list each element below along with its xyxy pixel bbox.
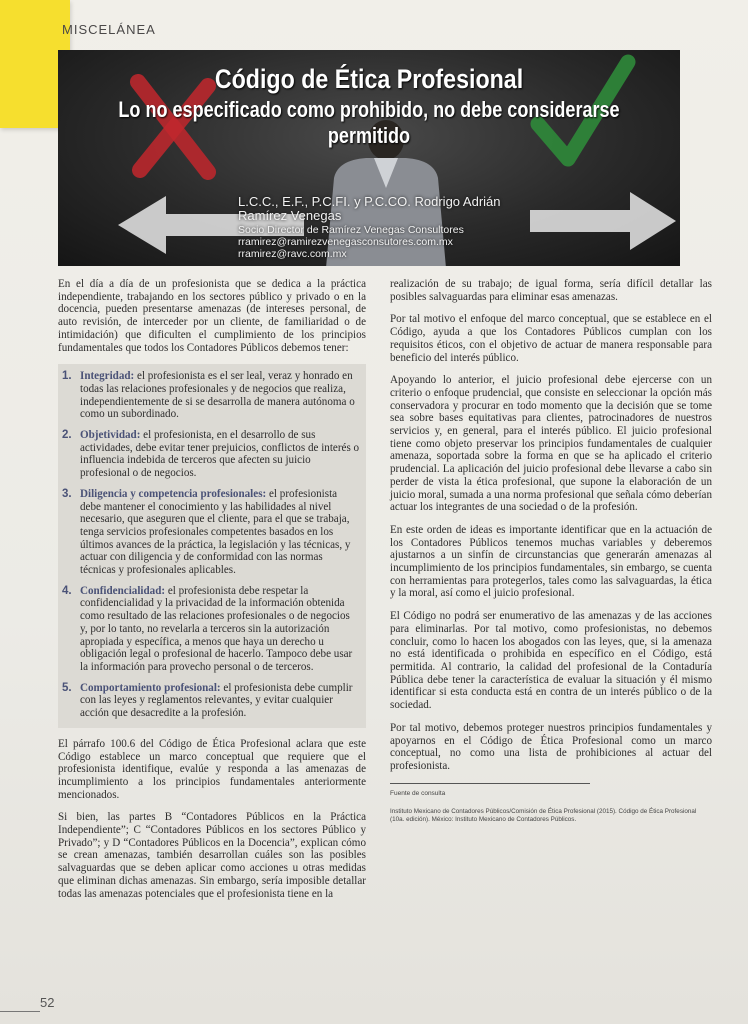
principle-heading: Diligencia y competencia profesionales: [80, 487, 267, 500]
principle-heading: Objetividad: [80, 429, 141, 442]
list-item [62, 682, 360, 720]
principle-text: el profesionista debe respetar la confidencialidad y la privacidad de la información obtenida como resultado de las relaciones profesionales o de negocios y, por lo tanto, no revelarla a terceros sin la autorización apropiada y específica, a menos que haya un derecho u obligación legal o profesional de hacerlo. Tampoco debe usar la información para provecho personal o de terceros. [80, 584, 353, 673]
principle-text: el profesionista es el ser leal, veraz y honrado en todas las relaciones profesionales y de negocios que realiza, independientemente de si se desarrolla de manera autónoma o como un subordinado. [80, 370, 355, 421]
list-item [62, 488, 360, 577]
article-subtitle: Lo no especificado como prohibido, no debe considerarse permitido [118, 97, 620, 148]
page-number: 52 [40, 995, 55, 1010]
author-block [238, 195, 528, 260]
list-number: 4. [62, 584, 72, 597]
body-paragraph: Si bien, las partes B “Contadores Públicos en la Práctica Independiente”; C “Contadores Públicos en los sectores Público y Privado”; y D “Contadores Públicos en la Docencia”, explican cómo se crean amenazas, también desarrollan cuáles son las posibles salvaguardas que se deben aplicar como acciones u otras medidas que eliminan dichas amenazas. Sin embargo, sería imposible detallar todas las amenazas potenciales que el profesionista tiene en la [58, 811, 366, 900]
list-item [62, 429, 360, 480]
list-number: 2. [62, 429, 72, 442]
principle-text: el profesionista debe mantener el conocimiento y las habilidades al nivel necesario, que aseguren que el cliente, para el que se trabaja, tenga servicios profesionales competentes basados en los últimos avances de la práctica, la legislación y las técnicas, y actuar con diligencia y de conformidad con las normas técnicas y profesionales aplicables. [80, 487, 351, 577]
principle-heading: Comportamiento profesional: [80, 681, 221, 694]
list-item [62, 585, 360, 674]
author-name: L.C.C., E.F., P.C.FI. y P.C.CO. Rodrigo Adrián Ramírez Venegas [238, 194, 501, 223]
author-role: Socio Director de Ramírez Venegas Consultores [238, 224, 464, 236]
list-number: 5. [62, 681, 72, 694]
sources-label: Fuente de consulta [390, 783, 590, 801]
left-column [58, 278, 366, 910]
hero-banner [58, 50, 680, 266]
principles-list [58, 364, 366, 728]
body-paragraph: realización de su trabajo; de igual forma, sería difícil detallar las posibles salvaguardas para eliminar esas amenazas. [390, 278, 712, 303]
principle-text: el profesionista, en el desarrollo de sus actividades, debe evitar tener prejuicios, conflictos de interés o influencia indebida de terceros que afecten su juicio profesional o de negocios. [80, 429, 360, 480]
author-email-1: rramirez@ramirezvenegasconsutores.com.mx [238, 236, 453, 248]
right-column [390, 278, 712, 824]
intro-paragraph: En el día a día de un profesionista que se dedica a la práctica independiente, trabajando en los sectores público y privado o en la docencia, pueden presentarse amenazas (de intereses personal, de auto revisión, de interceder por un cliente, de familiaridad o de intimidación) que dificulten el cumplimiento de los principios fundamentales que todos los Contadores Públicos debemos tener: [58, 278, 366, 354]
body-paragraph: El Código no podrá ser enumerativo de las amenazas y de las acciones para eliminarlas. Por tal motivo, como profesionistas, no debemos concluir, como lo hacen los abogados con las leyes, que, si la amenaza no está identificada o prohibida en específico en el Código, está permitida. Al contrario, la calidad del profesional de la Contaduría Pública debe tener la característica de evaluar la situación y él mismo identificar si esta conducta está en contra de un interés público o de la sociedad. [390, 610, 712, 712]
list-number: 1. [62, 370, 72, 383]
body-paragraph: El párrafo 100.6 del Código de Ética Profesional aclara que este Código establece un marco conceptual que requiere que el profesionista identifique, evalúe y responda a las amenazas de incumplimiento a los principios fundamentales anteriormente mencionados. [58, 737, 366, 801]
arrow-right-icon [528, 188, 678, 254]
principle-heading: Confidencialidad: [80, 584, 166, 597]
principle-heading: Integridad: [80, 370, 135, 383]
sources-text: Instituto Mexicano de Contadores Públicos/Comisión de Ética Profesional (2015). Código de Ética Profesional (10a. edición). México: Instituto Mexicano de Contadores Públicos. [390, 808, 697, 824]
author-email-2: rramirez@ravc.com.mx [238, 248, 347, 260]
body-paragraph: Apoyando lo anterior, el juicio profesional debe ejercerse con un criterio o enfoque prudencial, que consiste en seleccionar la opción más conservadora y procurar en todo momento que la decisión que se tome sea sobre bases equitativas para clientes, patrocinadores de nuestros servicios y, en general, para el interés público. El juicio profesional tiene como objeto preservar los principios fundamentales de cualquier amenaza, soportada sobre la forma en que se ha aplicado el criterio prudencial. La aplicación del juicio profesional debe llevarse a cabo sin perder de vista la ética profesional, que supone la elaboración de un juicio moral, sumada a una norma profesional que señala cómo deberían actuar los integrantes de una sociedad o de la profesión. [390, 374, 712, 514]
body-paragraph: Por tal motivo el enfoque del marco conceptual, que se establece en el Código, ayuda a que los Contadores Públicos cumplan con los requisitos éticos, con el objetivo de actuar de manera responsable para beneficio del interés público. [390, 313, 712, 364]
section-label: MISCELÁNEA [62, 22, 156, 37]
list-item [62, 370, 360, 421]
principle-text: el profesionista debe cumplir con las leyes y reglamentos relevantes, y evitar cualquier acción que desacredite a la profesión. [80, 681, 353, 720]
article-title: Código de Ética Profesional [214, 64, 524, 94]
page-number-rule [0, 1011, 40, 1012]
body-paragraph: En este orden de ideas es importante identificar que en la actuación de los Contadores Públicos tenemos muchas variables y deberemos ajustarnos a un sinfín de circunstancias que generarán amenazas al incumplimiento de los principios fundamentales, sin embargo, se cuenta con herramientas para protegerlos, tales como las salvaguardas, la ética y la moral, así como el juicio profesional. [390, 523, 712, 600]
list-number: 3. [62, 487, 72, 500]
body-paragraph: Por tal motivo, debemos proteger nuestros principios fundamentales y apoyarnos en el Código de Ética Profesional como un marco conceptual, no como una lista de prohibiciones al actuar del profesionista. [390, 721, 712, 772]
